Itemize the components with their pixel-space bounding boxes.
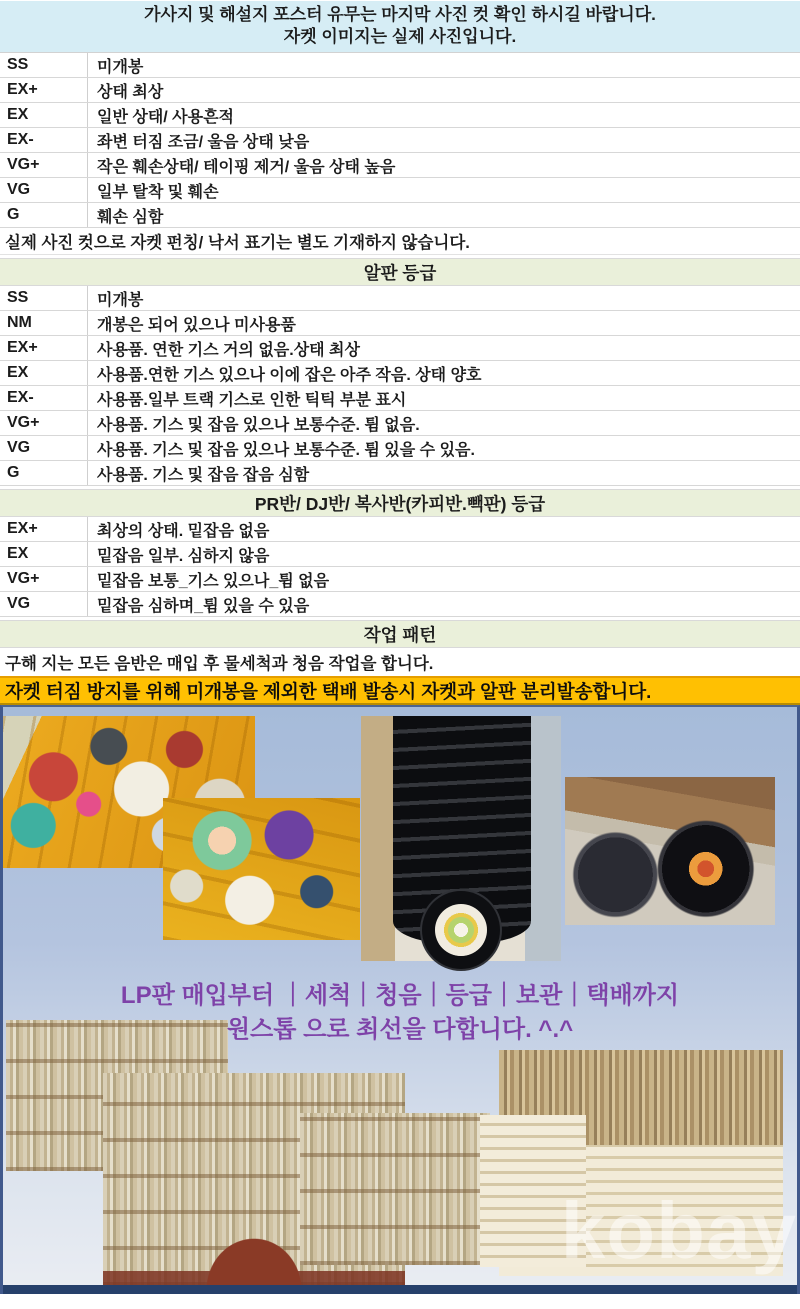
section-header-pr-grades: PR반/ DJ반/ 복사반(카피반.빽판) 등급	[0, 489, 800, 517]
description-cell: 미개봉	[97, 58, 144, 76]
work-note: 구해 지는 모든 음반은 매입 후 물세척과 청음 작업을 합니다.	[5, 655, 434, 673]
grade-cell: EX+	[0, 78, 88, 102]
notice-line-2: 자켓 이미지는 실제 사진입니다.	[283, 27, 517, 46]
description-cell: 밑잡음 심하며_튐 있을 수 있음	[97, 597, 310, 615]
grade-cell: EX	[0, 542, 88, 566]
notice-line-1: 가사지 및 해설지 포스터 유무는 마지막 사진 컷 확인 하시길 바랍니다.	[144, 5, 656, 24]
grade-cell: G	[0, 203, 88, 227]
description-cell: 밑잡음 보통_기스 있으나_튐 없음	[97, 572, 330, 590]
grade-cell: EX	[0, 103, 88, 127]
table-row	[0, 311, 800, 336]
lp-grading-page	[0, 1, 800, 1309]
grade-cell: VG	[0, 436, 88, 460]
photo-yellow-crates-album-closeup	[163, 798, 360, 940]
pr-grade-table	[0, 517, 800, 617]
table-row	[0, 361, 800, 386]
grade-cell: VG+	[0, 153, 88, 177]
table-row	[0, 203, 800, 228]
table-row	[0, 592, 800, 617]
table-row	[0, 517, 800, 542]
description-cell: 사용품.연한 기스 있으나 이에 잡은 아주 작음. 상태 양호	[97, 366, 482, 384]
description-cell: 훼손 심함	[97, 208, 164, 226]
grade-cell: VG+	[0, 567, 88, 591]
description-cell: 사용품. 기스 및 잡음 있으나 보통수준. 튐 없음.	[97, 416, 420, 434]
description-cell: 밑잡음 일부. 심하지 않음	[97, 547, 270, 565]
description-cell: 일반 상태/ 사용흔적	[97, 108, 234, 126]
table-row	[0, 411, 800, 436]
grade-cell: SS	[0, 286, 88, 310]
table-row	[0, 286, 800, 311]
shipping-highlight: 자켓 터짐 방지를 위해 미개봉을 제외한 택배 발송시 자켓과 알판 분리발송합니다.	[0, 676, 800, 705]
grade-cell: VG	[0, 178, 88, 202]
section-header-work-pattern: 작업 패턴	[0, 620, 800, 648]
grade-cell: EX+	[0, 336, 88, 360]
description-cell: 좌변 터짐 조금/ 울음 상태 낮음	[97, 133, 310, 151]
description-cell: 사용품. 기스 및 잡음 잡음 심함	[97, 466, 310, 484]
section-header-disc-grades: 알판 등급	[0, 258, 800, 286]
description-cell: 사용품. 기스 및 잡음 있으나 보통수준. 튐 있을 수 있음.	[97, 441, 475, 459]
table-row	[0, 386, 800, 411]
description-cell: 사용품.일부 트랙 기스로 인한 틱틱 부분 표시	[97, 391, 407, 409]
jacket-photo-notice	[0, 1, 800, 52]
disc-grade-table	[0, 286, 800, 486]
table-row	[0, 128, 800, 153]
table-row	[0, 461, 800, 486]
slogan-line-1: LP판 매입부터 ｜세척｜청음｜등급｜보관｜택배까지	[120, 982, 680, 1009]
description-cell: 일부 탈착 및 훼손	[97, 183, 219, 201]
jacket-note: 실제 사진 컷으로 자켓 펀칭/ 낙서 표기는 별도 기재하지 않습니다.	[0, 228, 800, 255]
table-row	[0, 153, 800, 178]
description-cell: 개봉은 되어 있으나 미사용품	[97, 316, 296, 334]
grade-cell: G	[0, 461, 88, 485]
description-cell: 최상의 상태. 밑잡음 없음	[97, 522, 270, 540]
table-row	[0, 103, 800, 128]
table-row	[0, 567, 800, 592]
bottom-border-bar	[3, 1285, 797, 1294]
grade-cell: VG+	[0, 411, 88, 435]
table-row	[0, 178, 800, 203]
jacket-grade-table	[0, 52, 800, 228]
table-row	[0, 542, 800, 567]
description-cell: 미개봉	[97, 291, 144, 309]
photo-record-shelf-rows	[300, 1113, 490, 1265]
table-row	[0, 53, 800, 78]
table-row	[0, 78, 800, 103]
table-row	[0, 336, 800, 361]
kobay-watermark: kobay	[560, 1186, 797, 1275]
description-cell: 사용품. 연한 기스 거의 없음.상태 최상	[97, 341, 360, 359]
table-row	[0, 436, 800, 461]
description-cell: 작은 훼손상태/ 테이핑 제거/ 울음 상태 높음	[97, 158, 396, 176]
grade-cell: NM	[0, 311, 88, 335]
slogan	[3, 979, 797, 1047]
grade-cell: EX	[0, 361, 88, 385]
description-cell: 상태 최상	[97, 83, 164, 101]
grade-cell: EX-	[0, 386, 88, 410]
grade-cell: VG	[0, 592, 88, 616]
grade-cell: SS	[0, 53, 88, 77]
photo-turntables-listening-desk	[565, 777, 775, 925]
photo-gallery	[0, 705, 800, 1294]
grade-cell: EX+	[0, 517, 88, 541]
slogan-line-2: 원스톱 으로 최선을 다합니다. ^.^	[226, 1016, 574, 1043]
photo-vinyl-record-stack	[361, 716, 561, 961]
grade-cell: EX-	[0, 128, 88, 152]
